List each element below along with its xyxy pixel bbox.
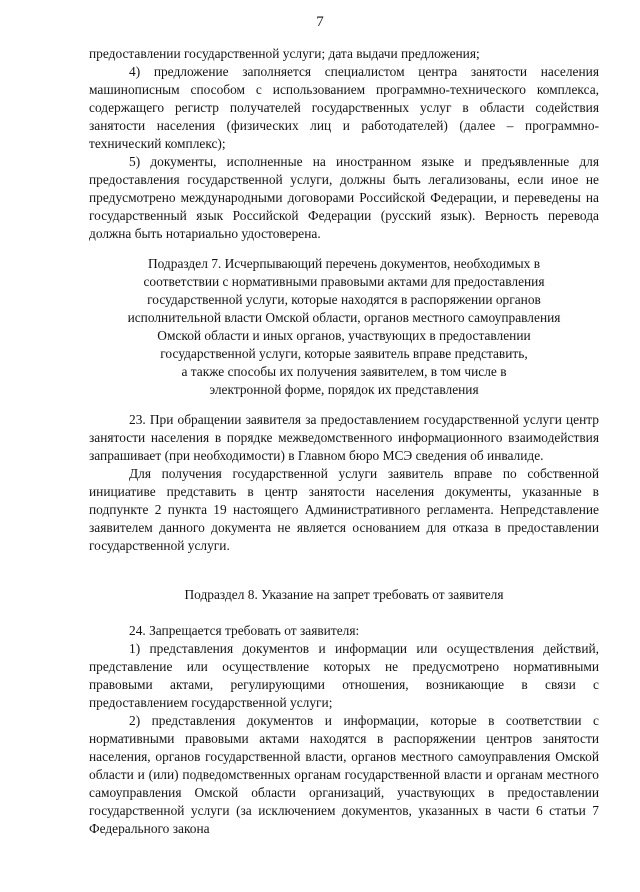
paragraph-24-item-2: 2) представления документов и информации, которые в соответствии с нормативными правовыми актами находятся в распоряжении центров занятости населения, органов государственной власти, органов местного самоуправления Омской области и (или) подведомственных органам государственной власти и органам местного самоуправления Омской области организаций, участвующих в предоставлении государственной услуги (за исключением документов, указанных в части 6 статьи 7 Федерального закона: [89, 713, 599, 836]
heading-line: исполнительной власти Омской области, органов местного самоуправления: [127, 310, 561, 325]
paragraph-continuation: предоставлении государственной услуги; дата выдачи предложения;: [89, 46, 480, 61]
page-number: 7: [316, 14, 324, 30]
heading-line: Подраздел 7. Исчерпывающий перечень документов, необходимых в: [147, 256, 541, 271]
paragraph-item-4: 4) предложение заполняется специалистом центра занятости населения машинописным способом с использованием программно-технического комплекса, содержащего регистр получателей государственных услуг в области содействия занятости населения (физических лиц и работодателей) (далее – программно-технический комплекс);: [89, 64, 599, 151]
heading-line: соответствии с нормативными правовыми актами для предоставления: [143, 274, 545, 289]
paragraph-item-5: 5) документы, исполненные на иностранном языке и предъявленные для предоставления государственной услуги, должны быть легализованы, если иное не предусмотрено международными договорами Российской Федерации, и переведены на государственный язык Российской Федерации (русский язык). Верность перевода должна быть нотариально удостоверена.: [89, 154, 599, 241]
subsection-8-heading: Подраздел 8. Указание на запрет требовать от заявителя: [184, 587, 504, 602]
text-block-3: [89, 622, 599, 838]
heading-line: Омской области и иных органов, участвующих в предоставлении: [157, 328, 531, 343]
subsection-7-heading: [89, 255, 599, 399]
paragraph-24-item-1: 1) представления документов и информации или осуществления действий, представление или осуществление которых не предусмотрено нормативными правовыми актами, регулирующими отношения, возникающие в связи с предоставлением государственной услуги;: [89, 641, 599, 710]
heading-line: электронной форме, порядок их представления: [209, 382, 479, 397]
heading-line: а также способы их получения заявителем, в том числе в: [181, 364, 507, 379]
paragraph-24: 24. Запрещается требовать от заявителя:: [129, 623, 360, 638]
paragraph-23: 23. При обращении заявителя за предоставлением государственной услуги центр занятости населения в порядке межведомственного информационного взаимодействия запрашивает (при необходимости) в Главном бюро МСЭ сведения об инвалиде.: [89, 412, 599, 463]
text-block-1: [89, 45, 599, 243]
paragraph-optional-documents: Для получения государственной услуги заявитель вправе по собственной инициативе представить в центр занятости населения документы, указанные в подпункте 2 пункта 19 настоящего Административного регламента. Непредставление заявителем данного документа не является основанием для отказа в предоставлении государственной услуги.: [89, 466, 599, 553]
heading-line: государственной услуги, которые находятся в распоряжении органов: [147, 292, 541, 307]
text-block-2: [89, 411, 599, 555]
heading-line: государственной услуги, которые заявитель вправе представить,: [160, 346, 528, 361]
